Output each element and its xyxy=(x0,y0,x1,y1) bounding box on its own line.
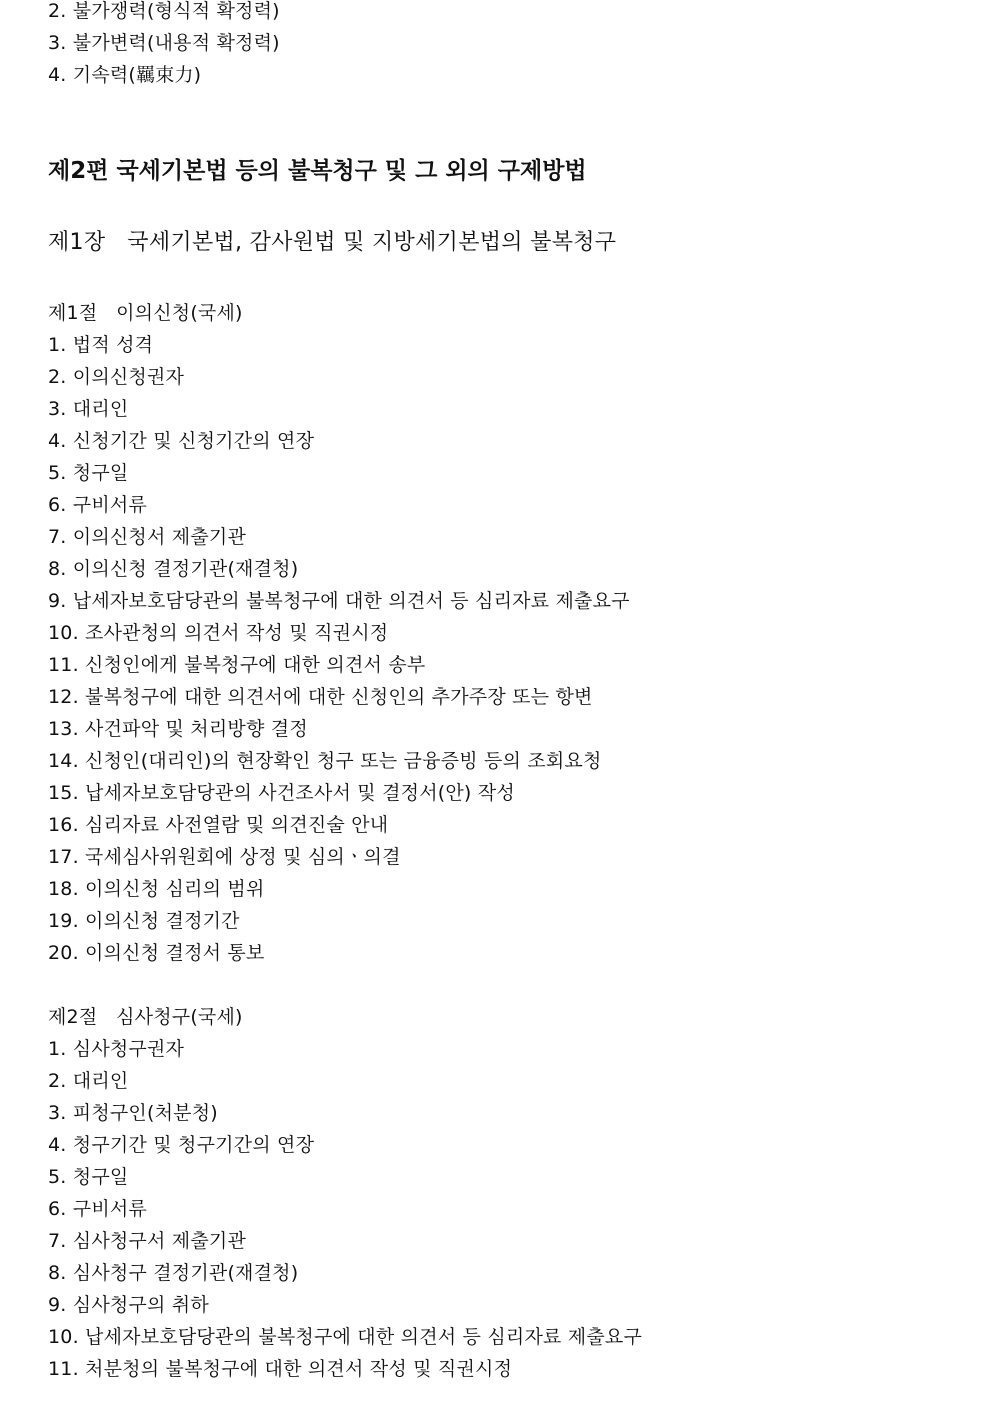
list-item: 14. 신청인(대리인)의 현장확인 청구 또는 금융증빙 등의 조회요청 xyxy=(48,750,602,772)
chapter-title xyxy=(48,223,948,263)
list-item: 5. 청구일 xyxy=(48,462,129,484)
chapter-name: 국세기본법, 감사원법 및 지방세기본법의 불복청구 xyxy=(127,230,617,255)
list-item: 8. 이의신청 결정기관(재결청) xyxy=(48,558,299,580)
list-item: 4. 신청기간 및 신청기간의 연장 xyxy=(48,430,315,452)
list-item: 2. 대리인 xyxy=(48,1070,129,1092)
list-item: 15. 납세자보호담당관의 사건조사서 및 결정서(안) 작성 xyxy=(48,782,515,804)
list-item: 12. 불복청구에 대한 의견서에 대한 신청인의 추가주장 또는 항변 xyxy=(48,686,593,708)
section-name: 이의신청(국세) xyxy=(116,302,243,324)
intro-list xyxy=(48,0,948,91)
list-item: 5. 청구일 xyxy=(48,1166,129,1188)
list-item: 16. 심리자료 사전열람 및 의견진술 안내 xyxy=(48,814,389,836)
chapter-number: 제1장 xyxy=(48,230,106,255)
list-item: 9. 심사청구의 취하 xyxy=(48,1294,209,1316)
list-item: 2. 불가쟁력(형식적 확정력) xyxy=(48,0,280,22)
list-item: 1. 법적 성격 xyxy=(48,334,154,356)
section-title-1 xyxy=(48,297,948,329)
list-item: 3. 불가변력(내용적 확정력) xyxy=(48,32,280,54)
list-item: 11. 처분청의 불복청구에 대한 의견서 작성 및 직권시정 xyxy=(48,1358,513,1380)
list-item: 2. 이의신청권자 xyxy=(48,366,185,388)
list-item: 18. 이의신청 심리의 범위 xyxy=(48,878,265,900)
list-item: 20. 이의신청 결정서 통보 xyxy=(48,942,265,964)
list-item: 3. 피청구인(처분청) xyxy=(48,1102,218,1124)
list-item: 10. 조사관청의 의견서 작성 및 직권시정 xyxy=(48,622,389,644)
list-item: 7. 이의신청서 제출기관 xyxy=(48,526,246,548)
list-item: 13. 사건파악 및 처리방향 결정 xyxy=(48,718,308,740)
list-item: 1. 심사청구권자 xyxy=(48,1038,185,1060)
part-title: 제2편 국세기본법 등의 불복청구 및 그 외의 구제방법 xyxy=(48,158,587,184)
section-1-list xyxy=(48,329,948,969)
list-item: 3. 대리인 xyxy=(48,398,129,420)
list-item: 9. 납세자보호담당관의 불복청구에 대한 의견서 등 심리자료 제출요구 xyxy=(48,590,630,612)
list-item: 10. 납세자보호담당관의 불복청구에 대한 의견서 등 심리자료 제출요구 xyxy=(48,1326,643,1348)
list-item: 8. 심사청구 결정기관(재결청) xyxy=(48,1262,299,1284)
list-item: 17. 국세심사위원회에 상정 및 심의ㆍ의결 xyxy=(48,846,401,868)
document-page xyxy=(48,0,948,1385)
section-name: 심사청구(국세) xyxy=(116,1006,243,1028)
section-title-2 xyxy=(48,1001,948,1033)
section-2-list xyxy=(48,1033,948,1385)
list-item: 6. 구비서류 xyxy=(48,1198,147,1220)
section-number: 제2절 xyxy=(48,1006,98,1028)
list-item: 7. 심사청구서 제출기관 xyxy=(48,1230,246,1252)
list-item: 6. 구비서류 xyxy=(48,494,147,516)
section-number: 제1절 xyxy=(48,302,98,324)
list-item: 11. 신청인에게 불복청구에 대한 의견서 송부 xyxy=(48,654,426,676)
list-item: 4. 기속력(羈束力) xyxy=(48,64,202,86)
list-item: 4. 청구기간 및 청구기간의 연장 xyxy=(48,1134,315,1156)
list-item: 19. 이의신청 결정기간 xyxy=(48,910,240,932)
